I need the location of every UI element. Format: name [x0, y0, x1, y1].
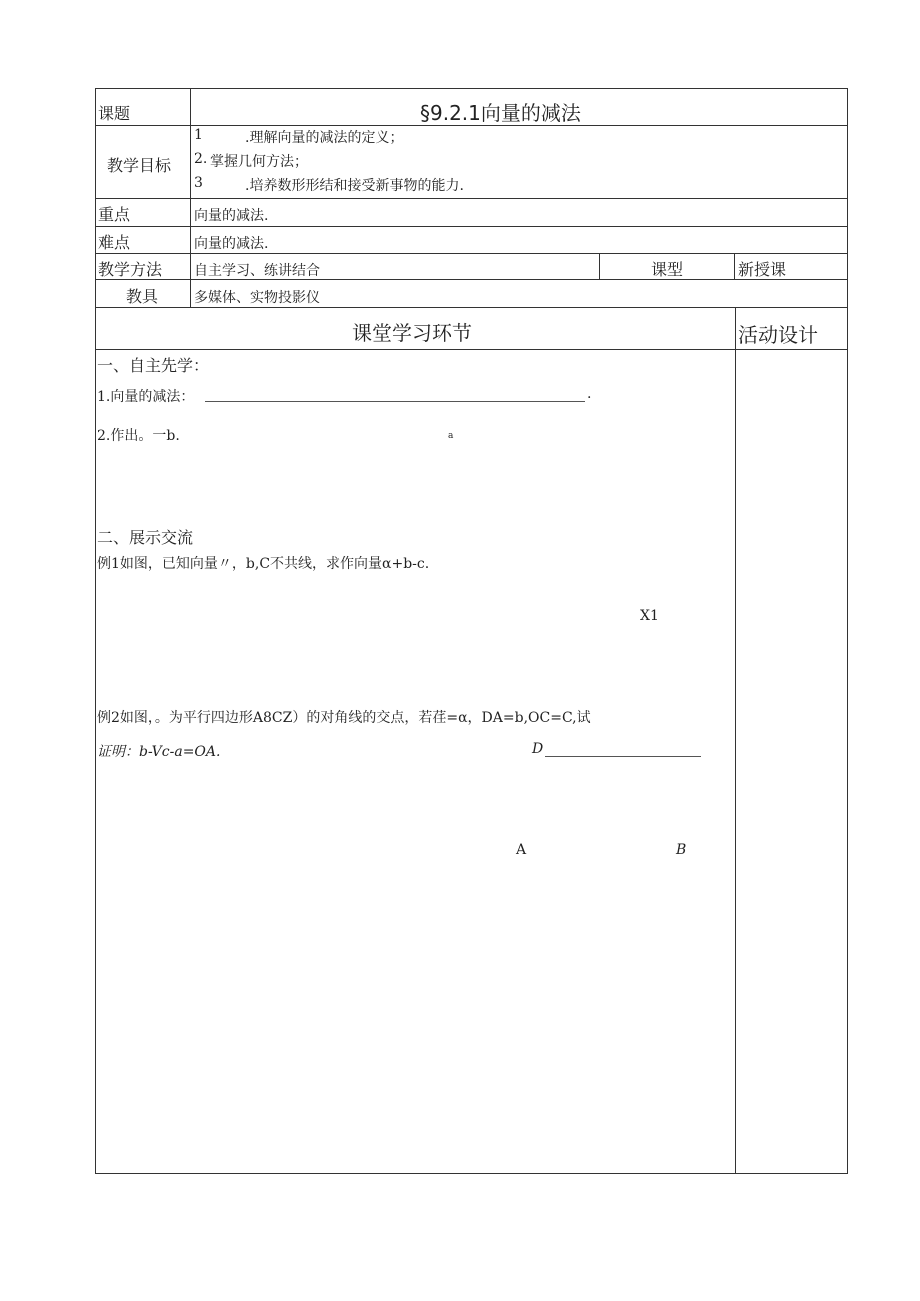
grid-line — [95, 253, 848, 254]
difficulty-value: 向量的减法. — [194, 236, 269, 252]
grid-line — [190, 88, 191, 307]
objectives-label: 教学目标 — [107, 156, 172, 175]
objective-text: .培养数形形结和接受新事物的能力. — [245, 178, 464, 194]
figure-label-d: D — [532, 741, 544, 757]
question-1-end: . — [587, 386, 592, 402]
figure-label-a-point: A — [516, 842, 527, 858]
grid-line — [95, 198, 848, 199]
figure-line — [545, 756, 701, 757]
objective-number: 2. — [194, 151, 208, 167]
part2-heading: 二、展示交流 — [97, 528, 194, 547]
grid-line — [95, 88, 848, 89]
objective-text: 掌握几何方法； — [210, 154, 308, 170]
objective-number: 3 — [194, 175, 203, 191]
grid-line — [735, 307, 736, 1173]
activity-design-title: 活动设计 — [738, 323, 818, 347]
grid-line — [734, 253, 735, 279]
figure-label-b-point: B — [676, 842, 687, 858]
figure-label-x1: X1 — [640, 608, 659, 624]
lesson-title: §9.2.1向量的减法 — [420, 101, 581, 125]
grid-line — [95, 226, 848, 227]
type-label: 课型 — [651, 260, 684, 279]
example-2-line-1: 例2如图，。为平行四边形A8CZ）的对角线的交点，若荏=α，DA=b,OC=C,试 — [97, 710, 591, 726]
method-label: 教学方法 — [98, 260, 163, 279]
question-1: 1.向量的减法： — [97, 389, 195, 405]
question-2: 2.作出。一b. — [97, 428, 180, 444]
type-value: 新授课 — [738, 260, 787, 279]
grid-line — [847, 88, 848, 1174]
grid-line — [95, 1173, 848, 1174]
section-title: 课堂学习环节 — [352, 321, 472, 345]
figure-label-a: a — [448, 431, 454, 441]
key-point-label: 重点 — [98, 205, 131, 224]
objective-number: 1 — [194, 127, 203, 143]
example-2-line-2: 证明：b-Vc-a=OA. — [97, 744, 221, 760]
grid-line — [599, 253, 600, 279]
tools-value: 多媒体、实物投影仪 — [194, 290, 320, 306]
key-point-value: 向量的减法. — [194, 208, 269, 224]
difficulty-label: 难点 — [98, 233, 131, 252]
method-value: 自主学习、练讲结合 — [194, 263, 320, 279]
example-1: 例1如图，已知向量〃，b,C不共线，求作向量α+b-c. — [97, 556, 430, 572]
part1-heading: 一、自主先学： — [97, 356, 210, 375]
tools-label: 教具 — [126, 287, 159, 306]
objective-text: .理解向量的减法的定义； — [245, 130, 404, 146]
lesson-label: 课题 — [98, 104, 131, 123]
answer-blank-line — [205, 401, 585, 402]
grid-line — [95, 88, 96, 1174]
